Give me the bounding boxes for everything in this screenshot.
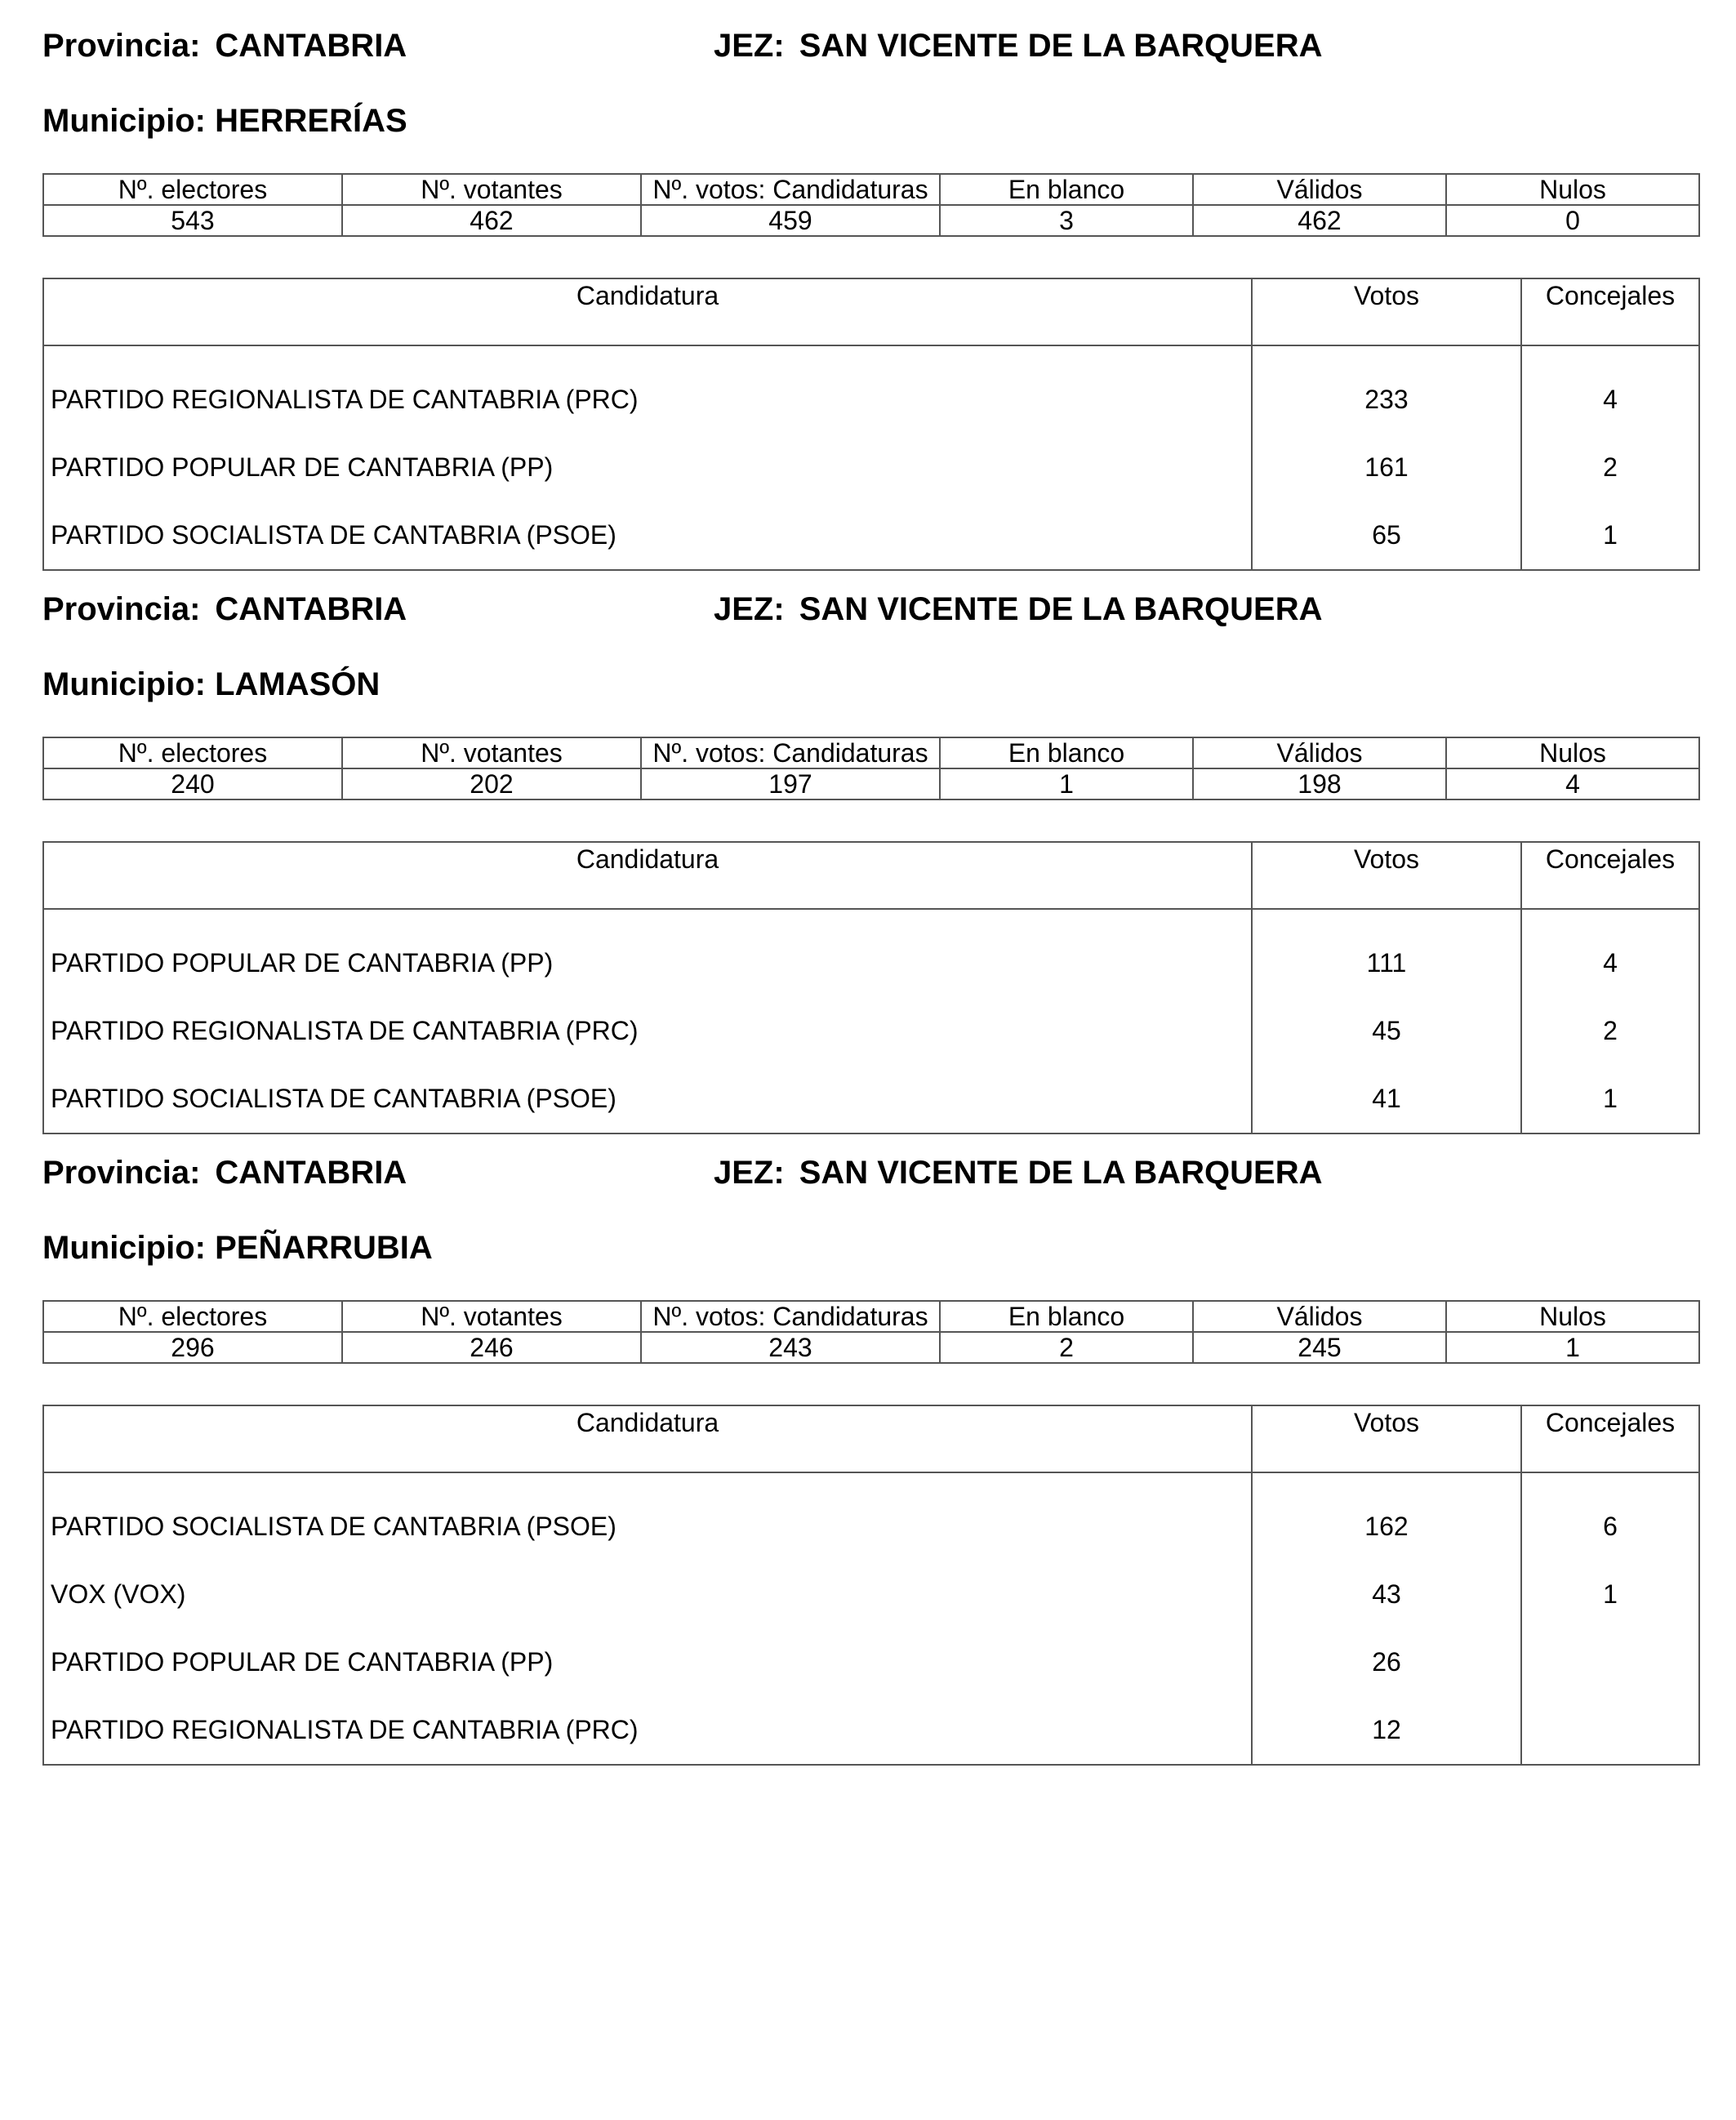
candidatura-header: Candidatura — [43, 278, 1252, 345]
party-name: PARTIDO SOCIALISTA DE CANTABRIA (PSOE) — [43, 501, 1252, 570]
en-blanco-header: En blanco — [940, 737, 1193, 768]
party-name: PARTIDO SOCIALISTA DE CANTABRIA (PSOE) — [43, 1065, 1252, 1133]
table-row — [43, 1065, 1699, 1133]
table-row — [43, 366, 1699, 434]
electores-header: Nº. electores — [43, 737, 342, 768]
party-name: PARTIDO POPULAR DE CANTABRIA (PP) — [43, 1628, 1252, 1696]
party-councillors: 2 — [1521, 997, 1699, 1065]
jez-line — [714, 1156, 1322, 1189]
votantes-value: 202 — [342, 768, 641, 799]
provincia-label: Provincia: — [42, 28, 201, 64]
en-blanco-value: 3 — [940, 205, 1193, 236]
spacer-row — [43, 345, 1699, 366]
table-row — [43, 1696, 1699, 1765]
provincia-label: Provincia: — [42, 591, 201, 627]
nulos-value: 0 — [1446, 205, 1699, 236]
party-councillors — [1521, 1628, 1699, 1696]
stats-header-row — [43, 174, 1699, 205]
jez-label: JEZ: — [714, 28, 785, 64]
municipio-line — [42, 1231, 433, 1264]
en-blanco-header: En blanco — [940, 1301, 1193, 1332]
municipio-label: Municipio: — [42, 103, 206, 139]
table-row — [43, 997, 1699, 1065]
stats-table — [42, 1300, 1700, 1364]
party-votes: 41 — [1252, 1065, 1521, 1133]
jez-label: JEZ: — [714, 591, 785, 627]
votos-candidaturas-header: Nº. votos: Candidaturas — [641, 737, 940, 768]
table-row — [43, 501, 1699, 570]
stats-header-row — [43, 737, 1699, 768]
candidatura-header: Candidatura — [43, 1405, 1252, 1472]
votantes-header: Nº. votantes — [342, 174, 641, 205]
provincia-value: CANTABRIA — [215, 28, 407, 64]
party-name: PARTIDO REGIONALISTA DE CANTABRIA (PRC) — [43, 1696, 1252, 1765]
votos-candidaturas-header: Nº. votos: Candidaturas — [641, 1301, 940, 1332]
stats-table — [42, 737, 1700, 800]
party-votes: 43 — [1252, 1561, 1521, 1628]
votos-header: Votos — [1252, 842, 1521, 909]
party-councillors: 4 — [1521, 929, 1699, 997]
table-row — [43, 434, 1699, 501]
results-header-row — [43, 842, 1699, 909]
concejales-header: Concejales — [1521, 1405, 1699, 1472]
party-name: PARTIDO POPULAR DE CANTABRIA (PP) — [43, 929, 1252, 997]
party-votes: 111 — [1252, 929, 1521, 997]
stats-value-row — [43, 768, 1699, 799]
party-votes: 65 — [1252, 501, 1521, 570]
jez-line — [714, 29, 1322, 62]
jez-label: JEZ: — [714, 1155, 785, 1191]
party-name: PARTIDO REGIONALISTA DE CANTABRIA (PRC) — [43, 366, 1252, 434]
party-councillors — [1521, 1696, 1699, 1765]
votos-header: Votos — [1252, 1405, 1521, 1472]
electores-header: Nº. electores — [43, 1301, 342, 1332]
validos-value: 245 — [1193, 1332, 1446, 1363]
nulos-header: Nulos — [1446, 737, 1699, 768]
validos-header: Válidos — [1193, 174, 1446, 205]
party-votes: 233 — [1252, 366, 1521, 434]
municipio-value: LAMASÓN — [215, 666, 381, 702]
nulos-header: Nulos — [1446, 1301, 1699, 1332]
party-votes: 12 — [1252, 1696, 1521, 1765]
table-row — [43, 1628, 1699, 1696]
table-row — [43, 1561, 1699, 1628]
table-row — [43, 929, 1699, 997]
provincia-label: Provincia: — [42, 1155, 201, 1191]
provincia-line — [42, 1156, 407, 1189]
votos-candidaturas-header: Nº. votos: Candidaturas — [641, 174, 940, 205]
results-table — [42, 278, 1700, 571]
party-votes: 161 — [1252, 434, 1521, 501]
votos-header: Votos — [1252, 278, 1521, 345]
concejales-header: Concejales — [1521, 842, 1699, 909]
stats-value-row — [43, 205, 1699, 236]
en-blanco-value: 1 — [940, 768, 1193, 799]
table-row — [43, 1493, 1699, 1561]
results-header-row — [43, 278, 1699, 345]
results-table — [42, 841, 1700, 1134]
party-councillors: 1 — [1521, 1561, 1699, 1628]
municipio-label: Municipio: — [42, 666, 206, 702]
votos-candidaturas-value: 243 — [641, 1332, 940, 1363]
nulos-header: Nulos — [1446, 174, 1699, 205]
party-councillors: 6 — [1521, 1493, 1699, 1561]
municipio-line — [42, 105, 407, 137]
votantes-value: 462 — [342, 205, 641, 236]
stats-table — [42, 173, 1700, 237]
provincia-value: CANTABRIA — [215, 591, 407, 627]
nulos-value: 4 — [1446, 768, 1699, 799]
party-name: PARTIDO REGIONALISTA DE CANTABRIA (PRC) — [43, 997, 1252, 1065]
validos-header: Válidos — [1193, 737, 1446, 768]
results-header-row — [43, 1405, 1699, 1472]
party-votes: 45 — [1252, 997, 1521, 1065]
validos-value: 198 — [1193, 768, 1446, 799]
party-name: VOX (VOX) — [43, 1561, 1252, 1628]
validos-value: 462 — [1193, 205, 1446, 236]
spacer-row — [43, 1472, 1699, 1493]
provincia-value: CANTABRIA — [215, 1155, 407, 1191]
party-councillors: 2 — [1521, 434, 1699, 501]
municipio-label: Municipio: — [42, 1230, 206, 1266]
candidatura-header: Candidatura — [43, 842, 1252, 909]
provincia-line — [42, 29, 407, 62]
party-councillors: 4 — [1521, 366, 1699, 434]
party-votes: 26 — [1252, 1628, 1521, 1696]
municipio-line — [42, 668, 380, 701]
municipio-value: PEÑARRUBIA — [215, 1230, 433, 1266]
municipio-value: HERRERÍAS — [215, 103, 407, 139]
party-councillors: 1 — [1521, 1065, 1699, 1133]
party-votes: 162 — [1252, 1493, 1521, 1561]
jez-value: SAN VICENTE DE LA BARQUERA — [799, 1155, 1323, 1191]
stats-value-row — [43, 1332, 1699, 1363]
party-councillors: 1 — [1521, 501, 1699, 570]
jez-value: SAN VICENTE DE LA BARQUERA — [799, 591, 1323, 627]
stats-header-row — [43, 1301, 1699, 1332]
en-blanco-value: 2 — [940, 1332, 1193, 1363]
spacer-row — [43, 909, 1699, 929]
results-table — [42, 1405, 1700, 1766]
party-name: PARTIDO POPULAR DE CANTABRIA (PP) — [43, 434, 1252, 501]
party-name: PARTIDO SOCIALISTA DE CANTABRIA (PSOE) — [43, 1493, 1252, 1561]
concejales-header: Concejales — [1521, 278, 1699, 345]
votantes-header: Nº. votantes — [342, 737, 641, 768]
validos-header: Válidos — [1193, 1301, 1446, 1332]
votantes-header: Nº. votantes — [342, 1301, 641, 1332]
electores-value: 296 — [43, 1332, 342, 1363]
votos-candidaturas-value: 197 — [641, 768, 940, 799]
jez-line — [714, 593, 1322, 626]
nulos-value: 1 — [1446, 1332, 1699, 1363]
votantes-value: 246 — [342, 1332, 641, 1363]
provincia-line — [42, 593, 407, 626]
votos-candidaturas-value: 459 — [641, 205, 940, 236]
en-blanco-header: En blanco — [940, 174, 1193, 205]
jez-value: SAN VICENTE DE LA BARQUERA — [799, 28, 1323, 64]
electores-value: 240 — [43, 768, 342, 799]
electores-header: Nº. electores — [43, 174, 342, 205]
electores-value: 543 — [43, 205, 342, 236]
